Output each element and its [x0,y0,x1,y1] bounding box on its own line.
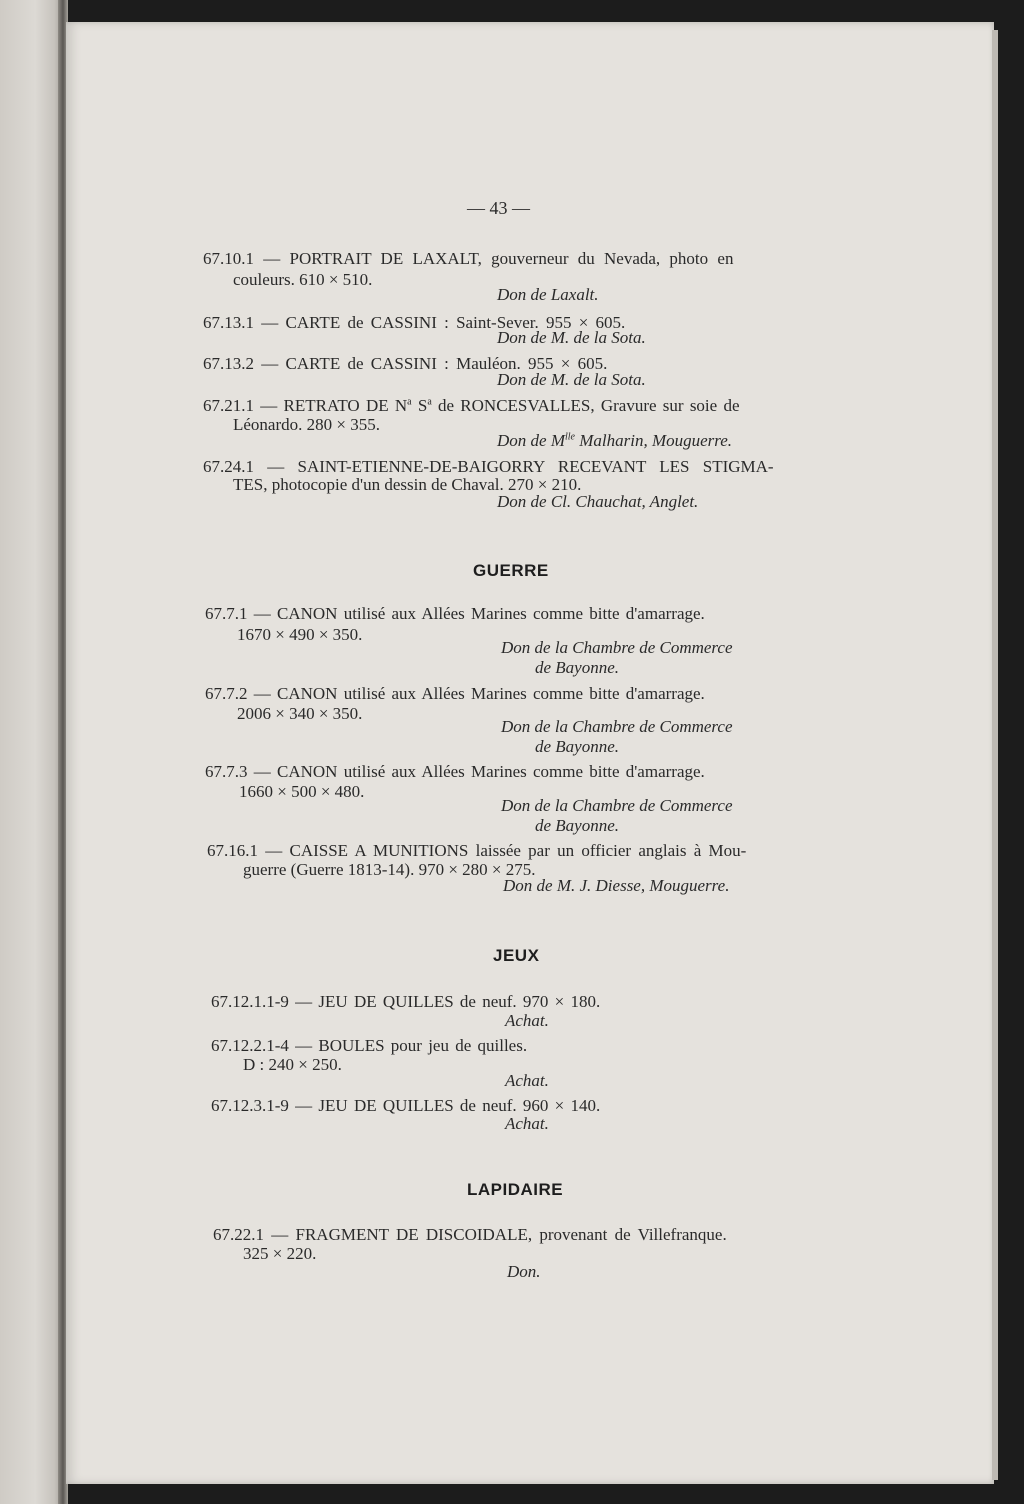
entry-line: 67.13.1 — CARTE de CASSINI : Saint-Sever. 955 × 605. [203,313,626,332]
entry-line: 67.22.1 — FRAGMENT DE DISCOIDALE, provenant de Villefranque. [213,1225,727,1244]
section-heading-lapidaire: LAPIDAIRE [467,1180,564,1199]
donor-line: Don de M. J. Diesse, Mouguerre. [503,876,730,895]
entry-line: 67.7.2 — CANON utilisé aux Allées Marines comme bitte d'amarrage. [205,684,705,703]
page-edge [992,30,998,1480]
entry-line: 67.12.1.1-9 — JEU DE QUILLES de neuf. 970 × 180. [211,992,601,1011]
donor-line: Don de M. de la Sota. [497,370,646,389]
entry-line: couleurs. 610 × 510. [233,270,373,289]
page-number: — 43 — [467,198,530,218]
entry-line: 67.7.3 — CANON utilisé aux Allées Marines comme bitte d'amarrage. [205,762,705,781]
donor-line: Don de Laxalt. [497,285,599,304]
donor-line: de Bayonne. [535,816,620,835]
donor-line: Achat. [505,1114,549,1133]
donor-line: Achat. [505,1071,549,1090]
entry-line: 1660 × 500 × 480. [239,782,365,801]
donor-line: Achat. [505,1011,549,1030]
section-heading-jeux: JEUX [493,946,540,965]
entry-line: 67.12.3.1-9 — JEU DE QUILLES de neuf. 960 × 140. [211,1096,601,1115]
entry-line: 67.24.1 — SAINT-ETIENNE-DE-BAIGORRY RECEVANT LES STIGMA- [203,457,774,476]
entry-line: 67.13.2 — CARTE de CASSINI : Mauléon. 955 × 605. [203,354,608,373]
donor-line: Don. [507,1262,541,1281]
entry-line: guerre (Guerre 1813-14). 970 × 280 × 275. [243,860,536,879]
entry-line: 1670 × 490 × 350. [237,625,363,644]
entry-line: 2006 × 340 × 350. [237,704,363,723]
entry-line: TES, photocopie d'un dessin de Chaval. 270 × 210. [233,475,582,494]
donor-line: Don de la Chambre de Commerce [501,717,733,736]
donor-line: Don de M. de la Sota. [497,328,646,347]
donor-line: Don de Cl. Chauchat, Anglet. [497,492,699,511]
entry-line: 67.12.2.1-4 — BOULES pour jeu de quilles. [211,1036,528,1055]
donor-line: Don de $M^{lle}$ Malharin, Mouguerre. [497,431,733,450]
section-heading-guerre: GUERRE [473,561,549,580]
entry-line: 67.16.1 — CAISSE A MUNITIONS laissée par un officier anglais à Mou- [207,841,747,860]
entry-line: Léonardo. 280 × 355. [233,415,380,434]
donor-line: de Bayonne. [535,737,620,756]
entry-line: 67.7.1 — CANON utilisé aux Allées Marines comme bitte d'amarrage. [205,604,705,623]
entry-line: 67.10.1 — PORTRAIT DE LAXALT, gouverneur du Nevada, photo en [203,249,734,268]
donor-line: Don de la Chambre de Commerce [501,638,733,657]
entry-line: 325 × 220. [243,1244,317,1263]
entry-line: D : 240 × 250. [243,1055,342,1074]
donor-line: Don de la Chambre de Commerce [501,796,733,815]
donor-line: de Bayonne. [535,658,620,677]
facing-page-edge [0,0,64,1504]
entry-line: 67.21.1 — RETRATO DE $N^a$ $S^a$ de RONCESVALLES, Gravure sur soie de [203,396,740,415]
